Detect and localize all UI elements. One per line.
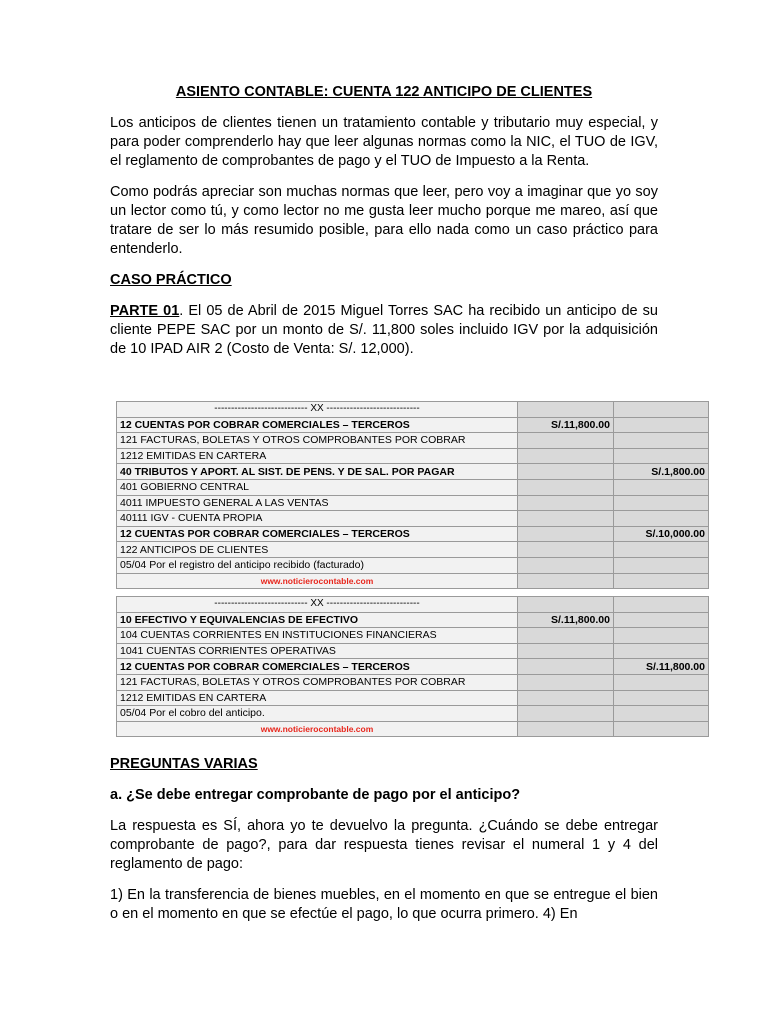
debit-cell bbox=[518, 433, 614, 449]
journal-entry-2 bbox=[116, 596, 709, 737]
journal-entry-1 bbox=[116, 401, 709, 589]
website-link[interactable]: www.noticierocontable.com bbox=[117, 721, 518, 737]
credit-cell bbox=[614, 402, 709, 418]
debit-cell bbox=[518, 526, 614, 542]
debit-cell bbox=[518, 511, 614, 527]
ledger-row bbox=[117, 417, 709, 433]
account-cell: 12 CUENTAS POR COBRAR COMERCIALES – TERCEROS bbox=[117, 417, 518, 433]
debit-cell bbox=[518, 628, 614, 644]
ledger-row bbox=[117, 557, 709, 573]
ledger-row bbox=[117, 433, 709, 449]
ledger-row bbox=[117, 448, 709, 464]
intro-paragraph-1: Los anticipos de clientes tienen un tratamiento contable y tributario muy especial, y para poder comprenderlo hay que leer algunas normas como la NIC, el TUO de IGV, el reglamento de comprobantes de pago y el TUO de Impuesto a la Renta. bbox=[110, 115, 658, 169]
credit-cell bbox=[614, 479, 709, 495]
debit-cell bbox=[518, 597, 614, 613]
answer-paragraph-1: La respuesta es SÍ, ahora yo te devuelvo la pregunta. ¿Cuándo se debe entregar comprobante de pago?, para dar respuesta tienes revisar el numeral 1 y 4 del reglamento de pago: bbox=[110, 818, 658, 872]
ledger-row bbox=[117, 464, 709, 480]
ledger-row bbox=[117, 612, 709, 628]
debit-cell bbox=[518, 674, 614, 690]
ledger-row bbox=[117, 542, 709, 558]
account-cell: 122 ANTICIPOS DE CLIENTES bbox=[117, 542, 518, 558]
parte-label: PARTE 01 bbox=[110, 303, 180, 319]
credit-cell bbox=[614, 721, 709, 737]
debit-cell bbox=[518, 573, 614, 589]
account-cell: 4011 IMPUESTO GENERAL A LAS VENTAS bbox=[117, 495, 518, 511]
questions-heading: PREGUNTAS VARIAS bbox=[110, 756, 258, 772]
credit-cell bbox=[614, 690, 709, 706]
account-cell: 12 CUENTAS POR COBRAR COMERCIALES – TERCEROS bbox=[117, 659, 518, 675]
credit-cell bbox=[614, 706, 709, 722]
account-cell: 10 EFECTIVO Y EQUIVALENCIAS DE EFECTIVO bbox=[117, 612, 518, 628]
account-cell: 1212 EMITIDAS EN CARTERA bbox=[117, 690, 518, 706]
credit-cell bbox=[614, 495, 709, 511]
account-cell: 104 CUENTAS CORRIENTES EN INSTITUCIONES FINANCIERAS bbox=[117, 628, 518, 644]
answer-paragraph-2: 1) En la transferencia de bienes muebles, en el momento en que se entregue el bien o en el momento en que se efectúe el pago, lo que ocurra primero. 4) En bbox=[110, 887, 658, 922]
entry-separator: ---------------------------- XX ---------------------------- bbox=[117, 402, 518, 418]
debit-cell bbox=[518, 557, 614, 573]
debit-cell bbox=[518, 643, 614, 659]
ledger-row bbox=[117, 495, 709, 511]
account-cell: 40111 IGV - CUENTA PROPIA bbox=[117, 511, 518, 527]
account-cell: 05/04 Por el cobro del anticipo. bbox=[117, 706, 518, 722]
parte-text: . El 05 de Abril de 2015 Miguel Torres SAC ha recibido un anticipo de su cliente PEPE SAC por un monto de S/. 11,800 soles incluido IGV por la adquisición de 10 IPAD AIR 2 (Costo de Venta: S/. 12,000). bbox=[110, 303, 658, 357]
account-cell: 1041 CUENTAS CORRIENTES OPERATIVAS bbox=[117, 643, 518, 659]
intro-paragraph-2: Como podrás apreciar son muchas normas que leer, pero voy a imaginar que yo soy un lector como tú, y como lector no me gusta leer mucho porque me mareo, así que tratare de ser lo más resumido posible, para ello nada como un caso práctico para entenderlo. bbox=[110, 184, 658, 257]
credit-cell bbox=[614, 417, 709, 433]
debit-cell bbox=[518, 659, 614, 675]
credit-cell: S/.10,000.00 bbox=[614, 526, 709, 542]
ledger-row bbox=[117, 643, 709, 659]
credit-cell bbox=[614, 674, 709, 690]
debit-cell bbox=[518, 690, 614, 706]
credit-cell: S/.11,800.00 bbox=[614, 659, 709, 675]
account-cell: 1212 EMITIDAS EN CARTERA bbox=[117, 448, 518, 464]
debit-cell bbox=[518, 542, 614, 558]
page-title: ASIENTO CONTABLE: CUENTA 122 ANTICIPO DE CLIENTES bbox=[175, 84, 593, 100]
questions-section bbox=[110, 755, 658, 936]
credit-cell bbox=[614, 628, 709, 644]
case-heading: CASO PRÁCTICO bbox=[110, 272, 232, 288]
account-cell: 12 CUENTAS POR COBRAR COMERCIALES – TERCEROS bbox=[117, 526, 518, 542]
debit-cell bbox=[518, 402, 614, 418]
account-cell: 40 TRIBUTOS Y APORT. AL SIST. DE PENS. Y DE SAL. POR PAGAR bbox=[117, 464, 518, 480]
question-a: a. ¿Se debe entregar comprobante de pago por el anticipo? bbox=[110, 787, 521, 803]
credit-cell bbox=[614, 433, 709, 449]
entry-header-row bbox=[117, 402, 709, 418]
ledger-row bbox=[117, 690, 709, 706]
credit-cell bbox=[614, 597, 709, 613]
credit-cell: S/.1,800.00 bbox=[614, 464, 709, 480]
ledger-row bbox=[117, 706, 709, 722]
credit-cell bbox=[614, 643, 709, 659]
credit-cell bbox=[614, 511, 709, 527]
credit-cell bbox=[614, 542, 709, 558]
entry-separator: ---------------------------- XX ---------------------------- bbox=[117, 597, 518, 613]
debit-cell: S/.11,800.00 bbox=[518, 417, 614, 433]
account-cell: 121 FACTURAS, BOLETAS Y OTROS COMPROBANTES POR COBRAR bbox=[117, 433, 518, 449]
debit-cell: S/.11,800.00 bbox=[518, 612, 614, 628]
intro-section bbox=[110, 84, 658, 371]
debit-cell bbox=[518, 495, 614, 511]
debit-cell bbox=[518, 721, 614, 737]
account-cell: 121 FACTURAS, BOLETAS Y OTROS COMPROBANTES POR COBRAR bbox=[117, 674, 518, 690]
debit-cell bbox=[518, 479, 614, 495]
ledger-row bbox=[117, 674, 709, 690]
credit-cell bbox=[614, 557, 709, 573]
account-cell: 401 GOBIERNO CENTRAL bbox=[117, 479, 518, 495]
parte-paragraph bbox=[110, 302, 658, 359]
debit-cell bbox=[518, 706, 614, 722]
account-cell: 05/04 Por el registro del anticipo recibido (facturado) bbox=[117, 557, 518, 573]
website-row bbox=[117, 721, 709, 737]
debit-cell bbox=[518, 464, 614, 480]
ledger-row bbox=[117, 479, 709, 495]
debit-cell bbox=[518, 448, 614, 464]
credit-cell bbox=[614, 573, 709, 589]
entry-header-row bbox=[117, 597, 709, 613]
ledger-row bbox=[117, 526, 709, 542]
ledger-row bbox=[117, 659, 709, 675]
ledger-row bbox=[117, 628, 709, 644]
website-link[interactable]: www.noticierocontable.com bbox=[117, 573, 518, 589]
website-row bbox=[117, 573, 709, 589]
credit-cell bbox=[614, 612, 709, 628]
ledger-row bbox=[117, 511, 709, 527]
credit-cell bbox=[614, 448, 709, 464]
